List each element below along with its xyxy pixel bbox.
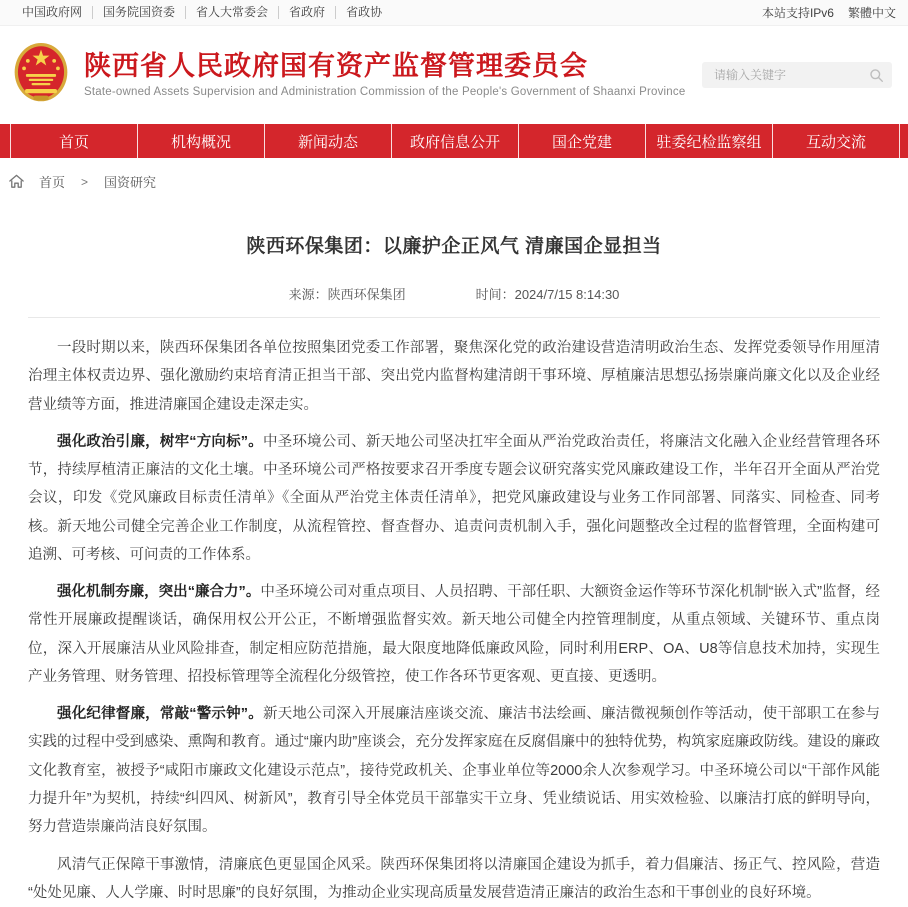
paragraph-text: 中圣环境公司对重点项目、人员招聘、干部任职、大额资金运作等环节深化机制“嵌入式”监督，经常性开展廉政提醒谈话，确保用权公开公正，不断增强监督实效。新天地公司健全内控管理制度，从重点领域、关键环节、重点岗位，深入开展廉洁从业风险排查，制定相应防范措施，最大限度地降低廉政风险，同时利用ERP、OA、U8等信息技术加持，实现生产业务管理、财务管理、招投标管理等全流程化分级管控，使工作各环节更客观、更直接、更透明。 xyxy=(28,584,881,685)
main-nav xyxy=(0,124,908,158)
breadcrumb-home[interactable]: 首页 xyxy=(39,175,66,190)
search-input[interactable] xyxy=(714,68,869,82)
link-provincial-cppcc[interactable]: 省政协 xyxy=(346,5,383,19)
paragraph xyxy=(28,851,880,907)
paragraph-lead: 强化纪律督廉，常敲“警示钟”。 xyxy=(57,706,263,723)
paragraph-text: 一段时期以来，陕西环保集团各单位按照集团党委工作部署，聚焦深化党的政治建设营造清明政治生态、发挥党委领导作用厘清治理主体权责边界、强化激励约束培育清正担当干部、突出党内监督构建清朗干事环境、厚植廉洁思想弘扬崇廉尚廉文化以及企业经营业绩等方面，推进清廉国企建设走深走实。 xyxy=(28,340,880,413)
paragraph-text: 中圣环境公司、新天地公司坚决扛牢全面从严治党政治责任，将廉洁文化融入企业经营管理各环节，持续厚植清正廉洁的文化土壤。中圣环境公司严格按要求召开季度专题会议研究落实党风廉政建设工作，半年召开全面从严治党会议，印发《党风廉政目标责任清单》《全面从严治党主体责任清单》，把党风廉政建设与业务工作同部署、同落实、同检查、同考核。新天地公司健全完善企业工作制度，从流程管控、督查督办、追责问责机制入手，强化问题整改全过程的监督管理，全面构建可追溯、可考核、可问责的工作体系。 xyxy=(28,433,881,563)
nav-about[interactable]: 机构概况 xyxy=(137,124,264,158)
topbar-utilities xyxy=(748,4,896,21)
search-box xyxy=(702,62,892,88)
paragraph xyxy=(28,578,880,691)
site-title: 陕西省人民政府国有资产监督管理委员会 xyxy=(84,50,588,81)
nav-discipline-inspection[interactable]: 驻委纪检监察组 xyxy=(645,124,772,158)
breadcrumb xyxy=(0,158,908,203)
ipv6-label: 本站支持IPv6 xyxy=(761,6,834,20)
nav-news[interactable]: 新闻动态 xyxy=(264,124,391,158)
nav-party-building[interactable]: 国企党建 xyxy=(518,124,645,158)
paragraph-text: 新天地公司深入开展廉洁座谈交流、廉洁书法绘画、廉洁微视频创作等活动，使干部职工在参与实践的过程中受到感染、熏陶和教育。通过“廉内助”座谈会，充分发挥家庭在反腐倡廉中的独特优势，构筑家庭廉政防线。建设的廉政文化教育室，被授予“咸阳市廉政文化建设示范点”，接待党政机关、企事业单位等2000余人次参观学习。中圣环境公司以“干部作风能力提升年”为契机，持续“纠四风、树新风”，教育引导全体党员干部靠实干立身、凭业绩说话、用实效检验、以廉洁打底的鲜明导向，努力营造崇廉尚洁良好氛围。 xyxy=(28,706,881,836)
link-sasac[interactable]: 国务院国资委 xyxy=(93,6,186,19)
article-container xyxy=(0,203,908,907)
traditional-chinese-toggle[interactable]: 繁體中文 xyxy=(847,6,896,20)
article-source: 来源：陕西环保集团 xyxy=(288,287,406,302)
breadcrumb-separator: > xyxy=(81,174,89,189)
site-header xyxy=(0,26,908,122)
link-provincial-gov[interactable]: 省政府 xyxy=(279,6,336,19)
national-emblem-logo xyxy=(12,42,70,106)
article-time: 时间：2024/7/15 8:14:30 xyxy=(475,287,620,302)
paragraph xyxy=(28,700,880,841)
breadcrumb-current[interactable]: 国资研究 xyxy=(104,175,157,190)
article-meta xyxy=(28,284,880,318)
article-body xyxy=(28,334,880,907)
gov-links xyxy=(12,6,392,19)
paragraph-text: 风清气正保障干事激情，清廉底色更显国企风采。陕西环保集团将以清廉国企建设为抓手，着力倡廉洁、扬正气、控风险，营造“处处见廉、人人学廉、时时思廉”的良好氛围，为推动企业实现高质量发展营造清正廉洁的政治生态和干事创业的良好环境。 xyxy=(28,856,880,901)
link-china-gov[interactable]: 中国政府网 xyxy=(12,6,93,19)
paragraph xyxy=(28,334,880,419)
top-link-bar xyxy=(0,0,908,26)
paragraph-lead: 强化政治引廉，树牢“方向标”。 xyxy=(57,433,263,450)
link-provincial-congress[interactable]: 省人大常委会 xyxy=(186,6,279,19)
paragraph xyxy=(28,428,880,569)
paragraph-lead: 强化机制夯廉，突出“廉合力”。 xyxy=(57,584,261,601)
site-subtitle-en: State-owned Assets Supervision and Administration Commission of the People's Government of Shaanxi Province xyxy=(84,86,686,99)
search-icon[interactable] xyxy=(869,68,884,83)
brand-block xyxy=(84,50,685,99)
home-icon[interactable] xyxy=(8,173,25,190)
nav-gov-info[interactable]: 政府信息公开 xyxy=(391,124,518,158)
article-title: 陕西环保集团：以廉护企正风气 清廉国企显担当 xyxy=(246,236,662,257)
nav-home[interactable]: 首页 xyxy=(10,124,137,158)
nav-interaction[interactable]: 互动交流 xyxy=(772,124,900,158)
